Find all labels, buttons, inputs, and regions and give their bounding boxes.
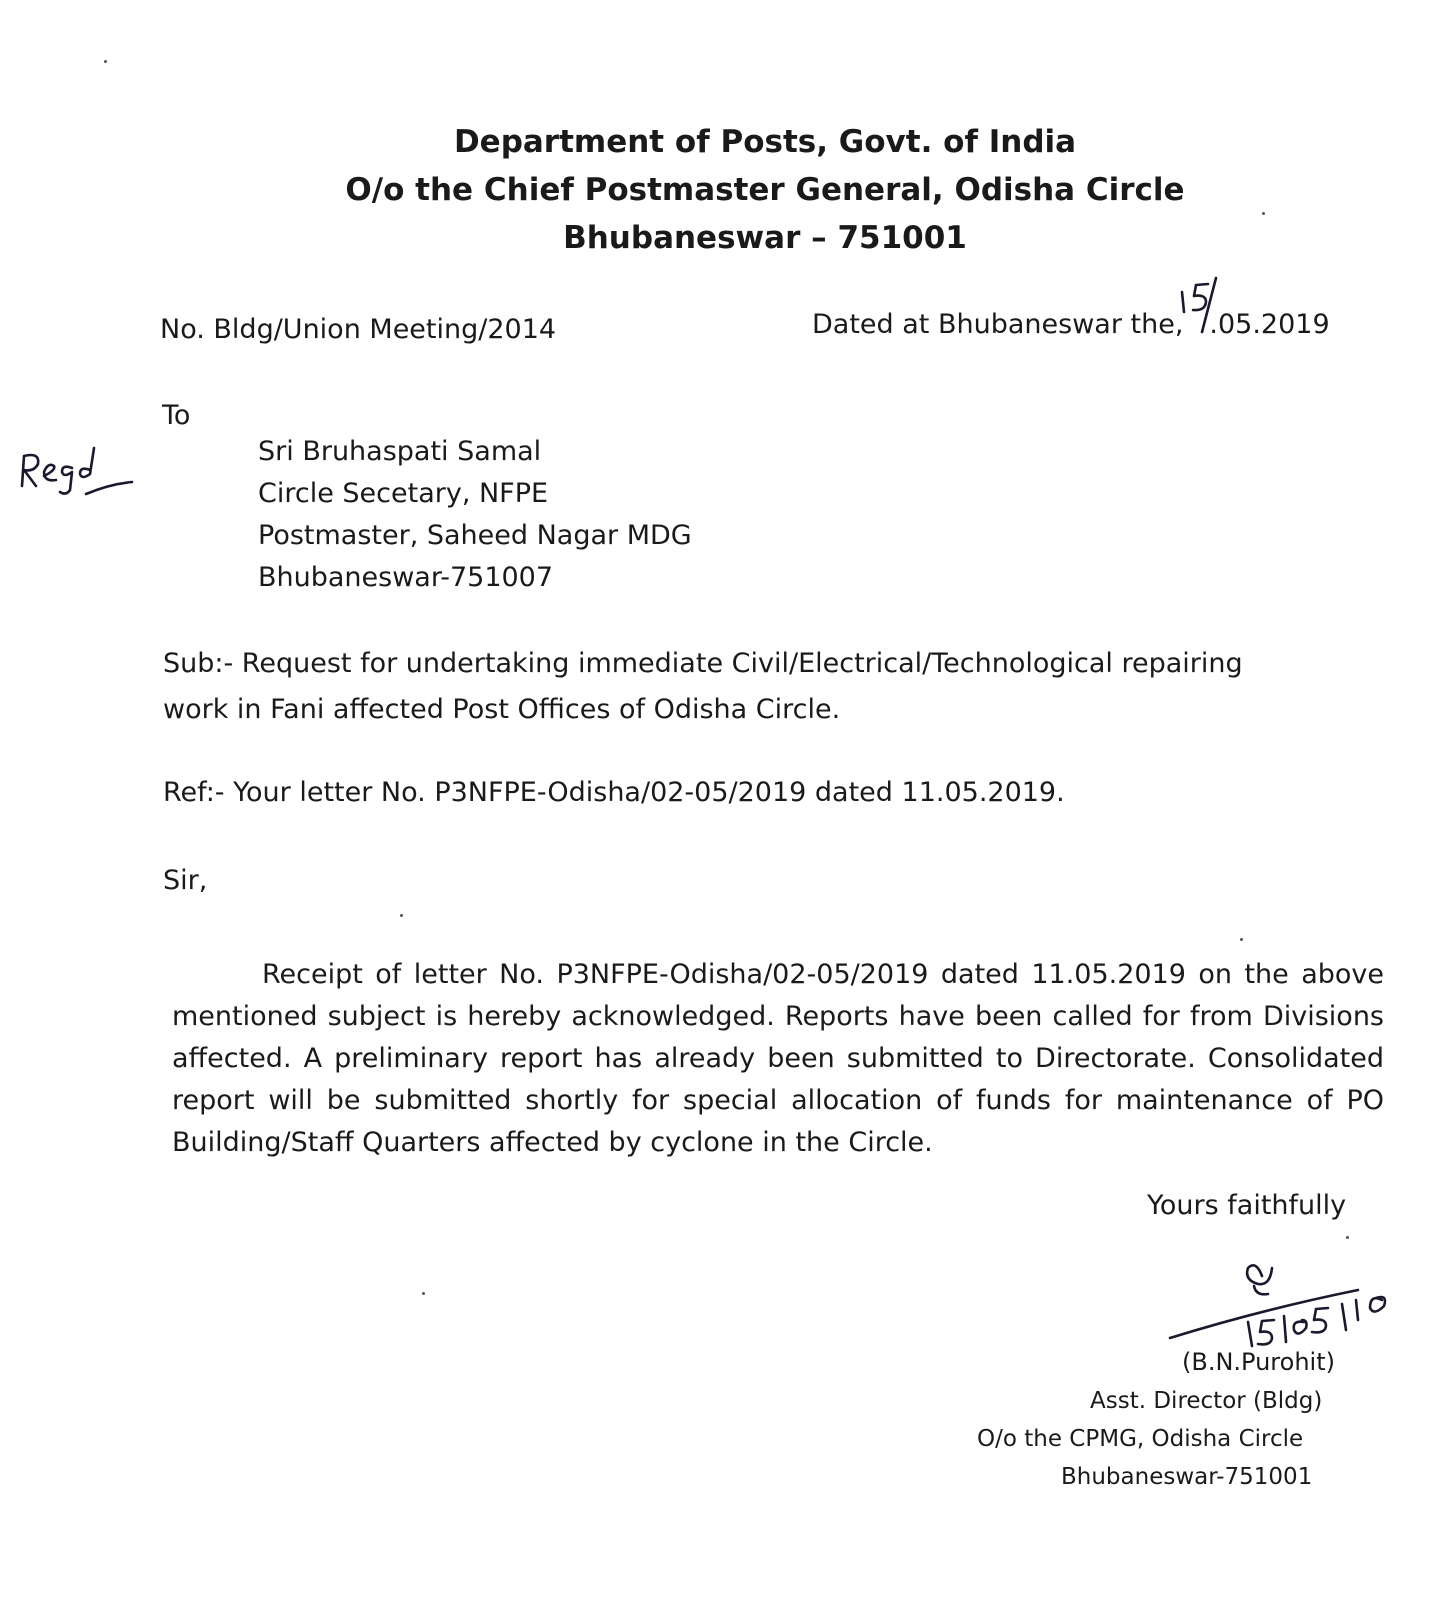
header-line-3: Bhubaneswar – 751001 — [563, 220, 967, 256]
signatory-name: (B.N.Purohit) — [1182, 1348, 1335, 1376]
to-label: To — [162, 400, 191, 431]
scan-speck — [1240, 938, 1243, 941]
signatory-city: Bhubaneswar-751001 — [1061, 1464, 1313, 1490]
hw-day-5 — [1193, 284, 1208, 310]
sig-date-bar1 — [1284, 1316, 1286, 1342]
hw-day-1 — [1182, 292, 1184, 312]
scan-speck — [1346, 1236, 1349, 1239]
dated-prefix: Dated at Bhubaneswar the, — [812, 309, 1184, 340]
signature-mark — [1160, 1254, 1410, 1354]
header-line-2: O/o the Chief Postmaster General, Odisha Circle — [345, 172, 1185, 208]
sig-date-19 — [1356, 1297, 1385, 1320]
salutation: Sir, — [163, 865, 208, 896]
signatory-designation: Asst. Director (Bldg) — [1090, 1388, 1323, 1414]
scan-speck — [1262, 212, 1265, 215]
handwritten-day-annotation — [1172, 272, 1228, 338]
reference-line: Ref:- Your letter No. P3NFPE-Odisha/02-05/2019 dated 11.05.2019. — [163, 777, 1065, 808]
reference-number: No. Bldg/Union Meeting/2014 — [160, 314, 557, 345]
scan-speck — [400, 914, 403, 917]
signatory-office: O/o the CPMG, Odisha Circle — [977, 1426, 1304, 1452]
hw-underline — [86, 482, 132, 494]
hw-R — [22, 455, 38, 486]
hw-d — [80, 448, 94, 477]
addressee-line-1: Sri Bruhaspati Samal — [258, 436, 542, 467]
sig-date-5 — [1258, 1320, 1274, 1344]
addressee-line-2: Circle Secetary, NFPE — [258, 478, 549, 509]
scan-speck — [104, 60, 107, 63]
sig-initial — [1247, 1265, 1272, 1294]
sig-date-0 — [1294, 1320, 1307, 1334]
sig-date-1 — [1248, 1322, 1252, 1346]
subject-line-1: Sub:- Request for undertaking immediate Civil/Electrical/Technological repairing — [163, 648, 1243, 679]
subject-line-2: work in Fani affected Post Offices of Odisha Circle. — [163, 694, 841, 725]
addressee-line-3: Postmaster, Saheed Nagar MDG — [258, 520, 692, 551]
addressee-line-4: Bhubaneswar-751007 — [258, 562, 554, 593]
dated-suffix: .05.2019 — [1209, 309, 1330, 340]
hw-e — [44, 465, 56, 480]
closing: Yours faithfully — [1147, 1190, 1347, 1221]
body-paragraph: Receipt of letter No. P3NFPE-Odisha/02-05/2019 dated 11.05.2019 on the above mentioned subject is hereby acknowledged. Reports have been called for from Divisions affected. A preliminary report has already been submitted to Directorate. Consolidated report will be submitted shortly for special allocation of funds for maintenance of PO Building/Staff Quarters affected by cyclone in the Circle. — [172, 959, 1384, 1158]
header-line-1: Department of Posts, Govt. of India — [453, 124, 1077, 160]
sig-date-5b — [1312, 1308, 1328, 1332]
scan-speck — [422, 1292, 425, 1295]
handwritten-regd-note — [14, 438, 138, 502]
dated-line — [812, 309, 1330, 340]
hw-g — [60, 467, 72, 494]
sig-date-bar2 — [1342, 1304, 1346, 1330]
